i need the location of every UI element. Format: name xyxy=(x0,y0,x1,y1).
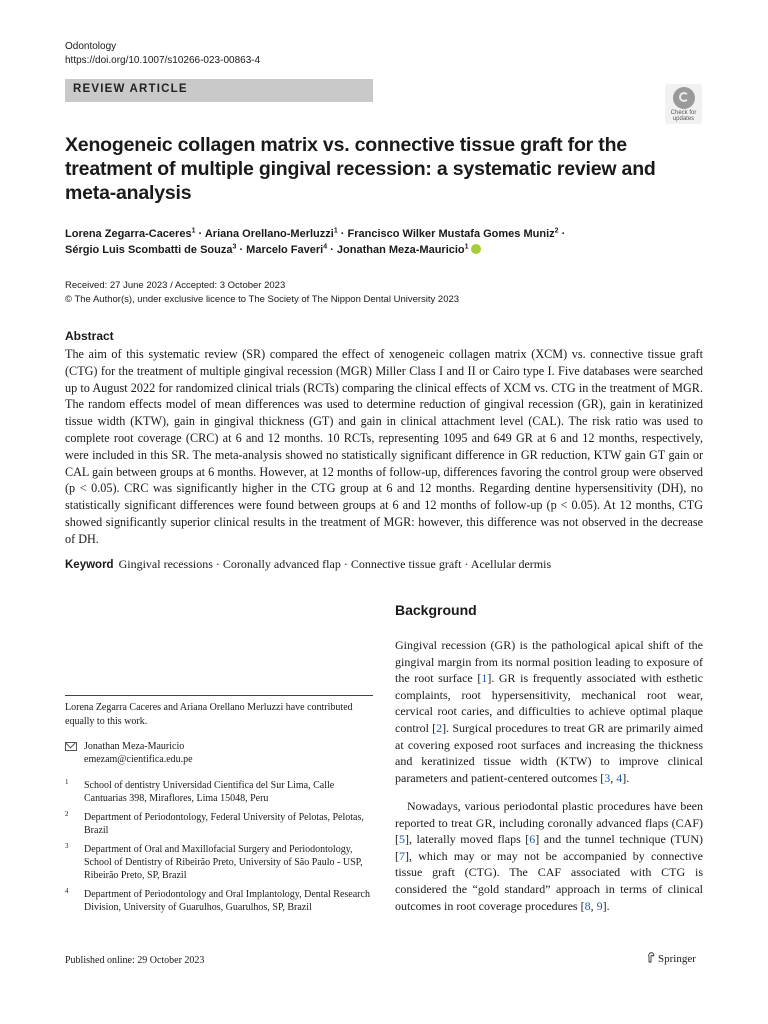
affiliation-number: 4 xyxy=(65,887,69,895)
received-accepted-dates: Received: 27 June 2023 / Accepted: 3 October 2023 xyxy=(65,280,286,291)
abstract-text: The aim of this systematic review (SR) compared the effect of xenogeneic collagen matrix (XCM) vs. connective tissue graft (CTG) for the treatment of multiple gingival recession (MGR) Miller Class I and II or Cairo type I. Five databases were searched up to August 2022 for randomized clinical trials (RCTs) comparing the clinical effects of XCM vs. CTG in the treatment of MGR. The random effects model of mean differences was used to determine reduction of gingival recession (GR), gain in keratinized tissue width (KTW), gain in gingival thickness (GT) and gain in clinical attachment level (CAL). The risk ratio was used to complete root coverage (CRC) at 6 and 12 months. 10 RCTs, representing 1095 and 649 GR at 6 and 12 months, respectively, were included in this SR. The meta-analysis showed no statistically significant difference in GR reduction, KTW gain GT gain or CAL gain between groups at 6 months. However, at 12 months of follow-up, differences favoring the control group were observed (p < 0.05). CRC was significantly higher in the CTG group at 6 and 12 months. Regarding dentine hypersensitivity (DH), no statistically significant differences were found between groups at 6 and 12 months of follow-up (p < 0.05). At 12 months, CTG showed significantly superior clinical results in the treatment of MGR: however, this difference was not observed in the decrease of DH. xyxy=(65,347,703,546)
affiliation-number: 3 xyxy=(65,842,69,850)
author-affiliation-number: 1 xyxy=(333,227,338,235)
citation-link[interactable]: 5 xyxy=(399,832,405,847)
paragraph-text: ]. GR is frequently associated with esthetic complaints, root hypersensitivity, mechanical root wear, cervical root caries, and difficulties to achieve optimal plaque control [ xyxy=(395,671,703,735)
springer-horse-icon xyxy=(647,952,655,963)
corresponding-author-email[interactable]: emezam@cientifica.edu.pe xyxy=(84,754,193,765)
author-name[interactable]: Jonathan Meza-Mauricio xyxy=(336,244,465,256)
author-separator: · xyxy=(558,228,566,240)
author-affiliation-number: 3 xyxy=(232,243,237,251)
author-name[interactable]: Francisco Wilker Mustafa Gomes Muniz xyxy=(347,228,555,240)
paragraph-text: ], which may or may not be accompanied by connective tissue graft (CTG). The CAF associated with CTG is considered the “gold standard” approach in terms of clinical outcomes in root coverage procedures [ xyxy=(395,848,703,913)
publisher-logo xyxy=(647,952,696,966)
author-list xyxy=(65,226,705,258)
orcid-icon[interactable] xyxy=(471,244,481,254)
author-name[interactable]: Sérgio Luis Scombatti de Souza xyxy=(65,244,233,256)
author-separator: · xyxy=(337,228,348,240)
background-paragraph-1 xyxy=(395,637,703,786)
affiliation-text: School of dentistry Universidad Cientifica del Sur Lima, Calle Cantuarias 398, Miraflores, Lima 15048, Peru xyxy=(84,780,335,804)
citation-link[interactable]: 2 xyxy=(436,720,443,735)
citation-link[interactable]: 6 xyxy=(529,832,536,847)
keywords xyxy=(65,556,705,573)
paragraph-text: ]. xyxy=(602,898,610,913)
background-heading: Background xyxy=(395,602,477,618)
keyword-label: Keyword xyxy=(65,559,114,571)
check-for-updates-badge[interactable] xyxy=(665,84,702,124)
copyright-notice: © The Author(s), under exclusive licence to The Society of The Nippon Dental University 2023 xyxy=(65,294,460,305)
author-name[interactable]: Lorena Zegarra-Caceres xyxy=(65,228,192,240)
citation-link[interactable]: 3 xyxy=(604,770,611,785)
doi-link[interactable]: https://doi.org/10.1007/s10266-023-00863-4 xyxy=(65,55,261,66)
author-name[interactable]: Ariana Orellano-Merluzzi xyxy=(204,228,334,240)
author-affiliation-number: 2 xyxy=(554,227,559,235)
footnote-divider xyxy=(65,695,373,696)
paragraph-text: Nowadays, various periodontal plastic procedures have been reported to treat GR, including coronally advanced flaps (CAF) [ xyxy=(395,799,703,847)
paragraph-text: ], laterally moved flaps [ xyxy=(405,832,530,847)
keyword-list: Gingival recessions · Coronally advanced flap · Connective tissue graft · Acellular dermis xyxy=(118,557,552,571)
paper-title: Xenogeneic collagen matrix vs. connective tissue graft for the treatment of multiple gingival recession: a systematic review and meta-analysis xyxy=(65,134,656,204)
envelope-icon xyxy=(65,742,77,751)
check-updates-line1: Check for xyxy=(670,110,697,116)
affiliation-text: Department of Periodontology, Federal University of Pelotas, Pelotas, Brazil xyxy=(84,812,364,836)
abstract-heading: Abstract xyxy=(65,329,114,343)
author-separator: · xyxy=(195,228,205,240)
author-separator: · xyxy=(327,244,337,256)
check-updates-line2: updates xyxy=(672,116,695,122)
citation-link[interactable]: 8 xyxy=(584,898,591,913)
paragraph-text: ]. Surgical procedures to treat GR are primarily aimed at covering exposed root surfaces and increasing the thickness and keratinized tissue width (KTW) to improve clinical parameters and patient-centered outcomes [ xyxy=(395,720,703,785)
paragraph-text: Gingival recession (GR) is the pathological apical shift of the gingival margin from its normal position leading to exposure of the root surface [ xyxy=(395,638,703,686)
citation-link[interactable]: 1 xyxy=(481,671,488,686)
author-affiliation-number: 4 xyxy=(323,243,328,251)
affiliation-number: 1 xyxy=(65,778,69,786)
paragraph-text: ]. xyxy=(622,770,630,785)
article-type-banner xyxy=(65,79,373,102)
corresponding-author-name: Jonathan Meza-Mauricio xyxy=(84,741,185,752)
affiliation-text: Department of Oral and Maxillofacial Surgery and Periodontology, School of Dentistry of Ribeirão Preto, University of São Paulo - USP, Ribeirão Preto, SP, Brazil xyxy=(84,844,363,881)
author-name[interactable]: Marcelo Faveri xyxy=(246,244,324,256)
paragraph-text: , xyxy=(610,770,617,785)
paragraph-text: ] and the tunnel technique (TUN) [ xyxy=(395,832,703,863)
article-type-label: REVIEW ARTICLE xyxy=(73,83,188,95)
background-paragraph-2 xyxy=(395,798,703,914)
affiliation-text: Department of Periodontology and Oral Implantology, Dental Research Division, University of Guarulhos, Guarulhos, SP, Brazil xyxy=(84,889,370,913)
published-online-date: Published online: 29 October 2023 xyxy=(65,955,205,966)
citation-link[interactable]: 7 xyxy=(399,848,405,863)
publisher-name: Springer xyxy=(658,953,696,965)
author-affiliation-number: 1 xyxy=(464,243,469,251)
paragraph-text: , xyxy=(590,898,597,913)
journal-name: Odontology xyxy=(65,41,117,52)
check-updates-icon xyxy=(673,87,695,109)
author-affiliation-number: 1 xyxy=(191,227,196,235)
equal-contribution-note: Lorena Zegarra Caceres and Ariana Orellano Merluzzi have contributed equally to this work. xyxy=(65,702,353,727)
citation-link[interactable]: 9 xyxy=(596,898,603,913)
author-separator: · xyxy=(236,244,247,256)
citation-link[interactable]: 4 xyxy=(616,770,623,785)
affiliation-number: 2 xyxy=(65,810,69,818)
